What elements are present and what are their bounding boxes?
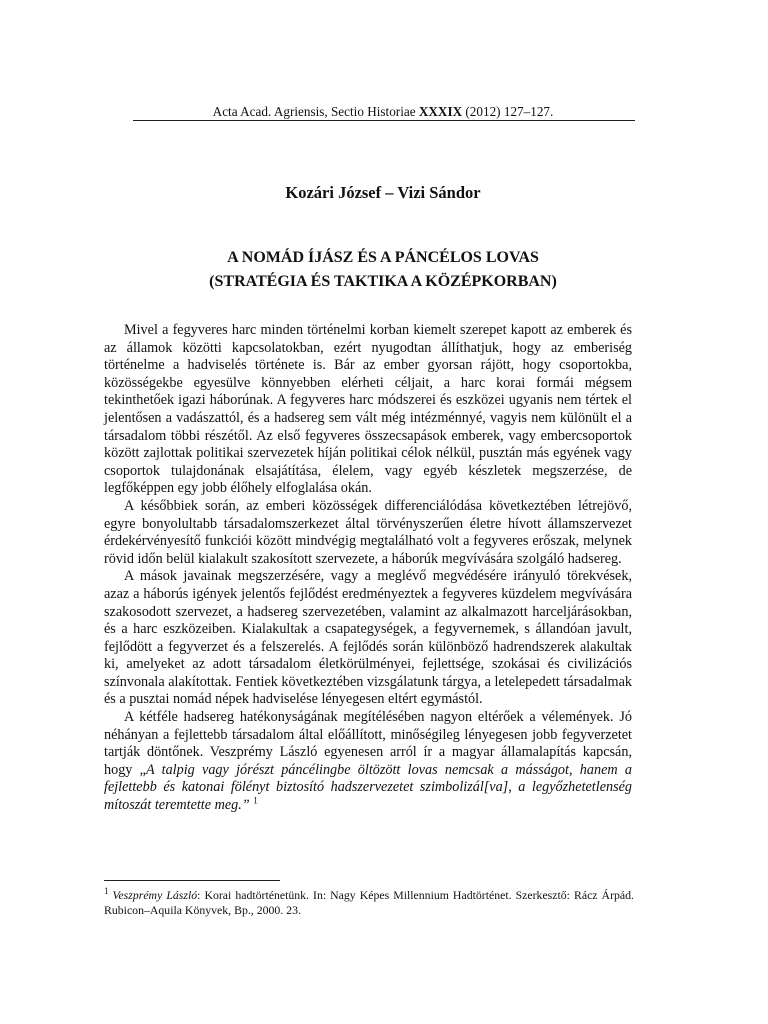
journal-name: Acta Acad. Agriensis, Sectio Historiae: [212, 104, 416, 119]
paragraph-1: Mivel a fegyveres harc minden történelmi korban kiemelt szerepet kapott az emberek és az államok közötti kapcsolatokban, ezért nyugodtan állíthatjuk, hogy az emberiség történelme a hadviselés története is. Bár az ember gyorsan rájött, hogy csoportokba, közösségekbe egyesülve könnyebben elérheti céljait, a harc korai formái mégsem tekinthetőek igazi háborúnak. A fegyveres harc módszerei és eszközei ugyanis nem tértek el jelentősen a vadászattól, és a hadsereg sem vált még intézménnyé, vagyis nem különült el a társadalom többi részétől. Az első fegyveres összecsapások emberek, vagy embercsoportok között zajlottak politikai szervezetek híján politikai célok nélkül, pusztán más egyének vagy csoportok tulajdonának elsajátítása, élelem, vagy egyéb készletek megszerzése, de legfőképpen egy jobb élőhely elfoglalása okán.: [104, 322, 632, 497]
footnote-reference: 1: [253, 795, 258, 806]
paragraph-4-lead: A kétféle hadsereg hatékonyságának megítélésében nagyon eltérőek a vélemények. Jó néhányan a fejlettebb társadalom által előállított, minőségileg lényegesen jobb fegyverzetet tartják döntőnek. Veszprémy László egyenesen arról ír a magyar államalapítás kapcsán, hogy „: [104, 709, 632, 778]
footnote: [104, 888, 634, 918]
journal-volume: XXXIX: [418, 104, 463, 119]
article-title: [120, 246, 646, 294]
paragraph-4-quote: A talpig vagy jórészt páncélingbe öltözött lovas nemcsak a másságot, hanem a fejlettebb és katonai fölényt biztosító hadszervezetet szimbolizál[va], a legyőzhetetlenség mítoszát teremtette meg.: [104, 761, 632, 814]
paragraph-3: A mások javainak megszerzésére, vagy a meglévő megvédésére irányuló törekvések, azaz a háborús igények jelentős fejlődést eredményeztek a fegyveres küzdelem megvívására szakosodott szervezet, a hadsereg szervezetében, valamint az alkalmazott harceljárásokban, és a harc eszközeiben. Kialakultak a csapategységek, a fegyvernemek, s állandóan javult, fejlődött a fegyverzet és a felszerelés. A fejlődés során különböző hadrendszerek alakultak ki, amelyeket az adott társadalom életkörülményei, fejlettsége, szokásai és civilizációs színvonala alakítottak. Fentiek következtében vizsgálatunk tárgya, a letelepedett társadalmak és a pusztai nomád népek hadviselése lényegesen eltért egymástól.: [104, 568, 632, 708]
footnote-author: Veszprémy László: [112, 888, 198, 902]
article-body: [104, 322, 632, 815]
paragraph-2: A későbbiek során, az emberi közösségek differenciálódása következtében létrejövő, egyre bonyolultabb társadalomszerkezet által törvényszerűen életre hívott államszervezet érdekérvényesítő funkciói között mindvégig megtalálható volt a fegyveres erőszak, melynek rövid időn belül kialakult szakosított szervezete, a háborúk megvívására szolgáló hadsereg.: [104, 497, 632, 567]
journal-header: [133, 104, 633, 120]
paragraph-4: [104, 709, 632, 815]
paragraph-4-close-quote: ”: [241, 797, 250, 814]
title-line-1: A NOMÁD ÍJÁSZ ÉS A PÁNCÉLOS LOVAS: [227, 249, 539, 266]
header-divider: [133, 120, 635, 121]
title-line-2: (STRATÉGIA ÉS TAKTIKA A KÖZÉPKORBAN): [209, 273, 557, 290]
journal-pages: (2012) 127–127.: [465, 104, 554, 119]
footnote-number: 1: [104, 886, 109, 897]
footnote-divider: [104, 880, 280, 881]
article-authors: Kozári József – Vizi Sándor: [285, 183, 481, 202]
footnote-text: : Korai hadtörténetünk. In: Nagy Képes Millennium Hadtörténet. Szerkesztő: Rácz Árpád. Rubicon–Aquila Könyvek, Bp., 2000. 23.: [104, 888, 634, 917]
